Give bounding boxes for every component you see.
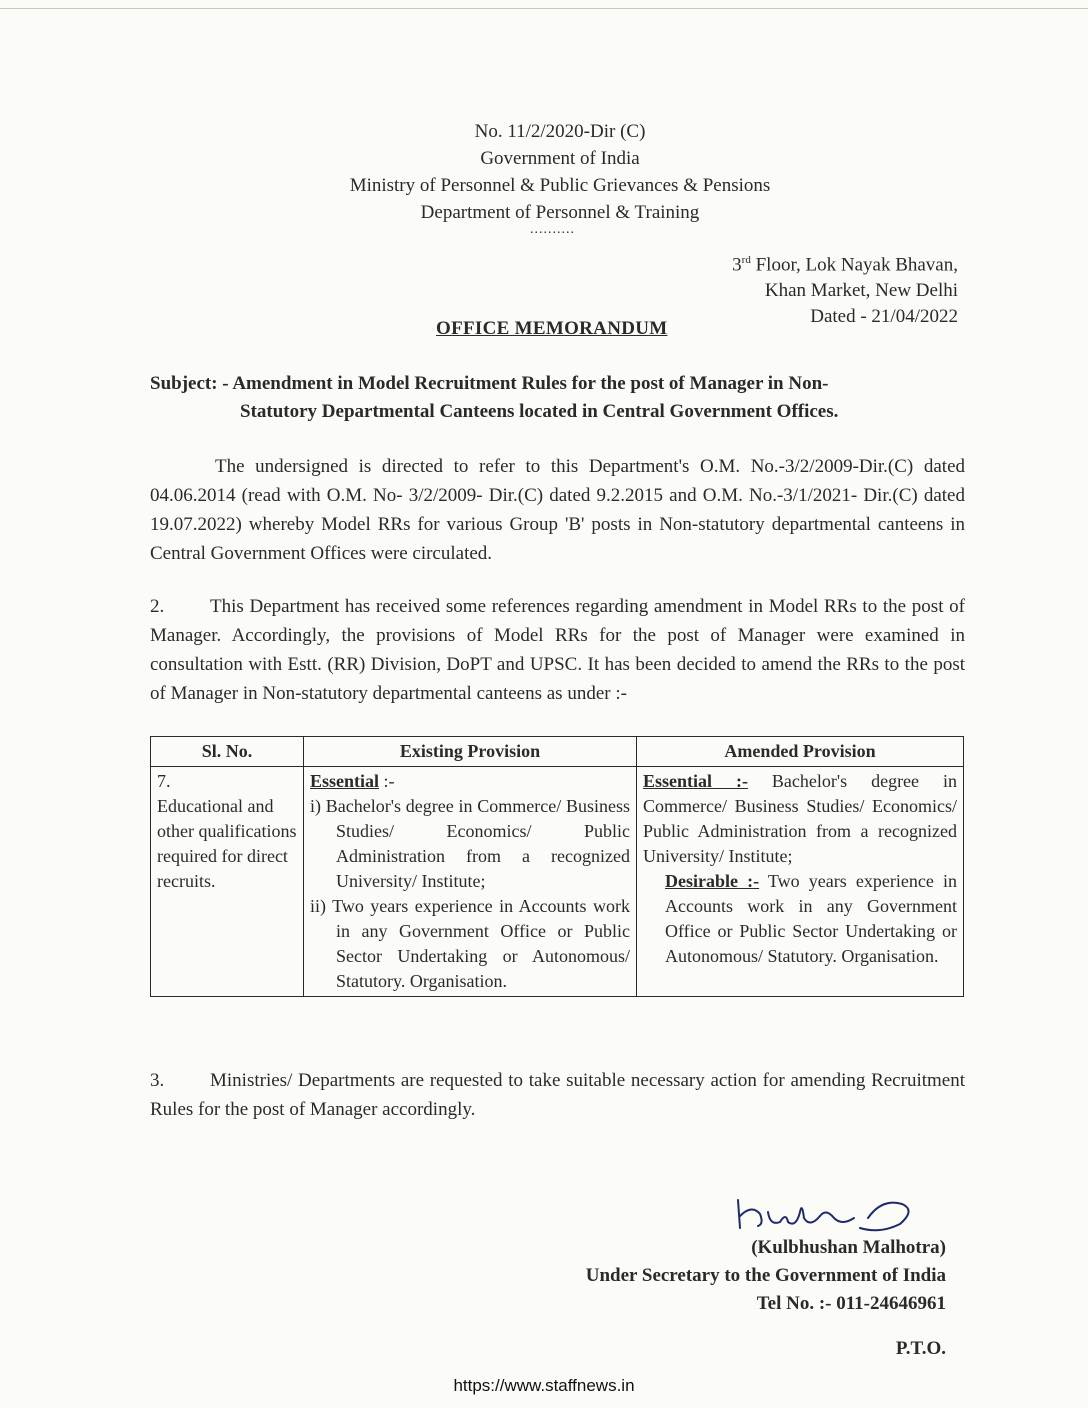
amendment-table xyxy=(150,736,964,997)
item-2-marker: ii) xyxy=(310,896,326,916)
file-number: No. 11/2/2020-Dir (C) xyxy=(474,121,646,142)
existing-heading-suffix: :- xyxy=(379,771,395,791)
item-2-text: Two years experience in Accounts work in any Government Office or Public Sector Undertaking or Autonomous/ Statutory. Organisation. xyxy=(332,896,630,991)
amended-essential-text: Bachelor's degree in Commerce/ Business Studies/ Economics/ Public Administration from a recognized University/ Institute; xyxy=(643,771,957,866)
floor-number: 3 xyxy=(732,254,742,276)
paragraph-2 xyxy=(150,592,965,708)
subject-line-1: Subject: - Amendment in Model Recruitment Rules for the post of Manager in Non- xyxy=(150,373,829,394)
paragraph-1: The undersigned is directed to refer to this Department's O.M. No.-3/2/2009-Dir.(C) dated 04.06.2014 (read with O.M. No- 3/2/2009- Dir.(C) dated 9.2.2015 and O.M. No.-3/1/2021- Dir.(C) dated 19.07.2022) whereby Model RRs for various Group 'B' posts in Non-statutory departmental canteens in Central Government Offices were circulated. xyxy=(150,456,965,564)
ministry-name: Ministry of Personnel & Public Grievances & Pensions xyxy=(349,175,771,196)
separator-dots: .......... xyxy=(530,222,575,237)
amended-essential-label: Essential :- xyxy=(643,771,748,791)
department-name: Department of Personnel & Training xyxy=(420,202,700,223)
signatory-block xyxy=(586,1234,946,1318)
footer-url[interactable]: https://www.staffnews.in xyxy=(453,1376,635,1395)
amended-desirable-label: Desirable :- xyxy=(665,871,760,891)
paragraph-3 xyxy=(150,1066,965,1124)
table-header-row xyxy=(151,737,964,767)
cell-sl-no xyxy=(151,767,304,997)
cell-existing xyxy=(304,767,637,997)
dated-line: Dated - 21/04/2022 xyxy=(810,306,958,328)
paragraph-3-text: Ministries/ Departments are requested to take suitable necessary action for amending Recruitment Rules for the post of Manager accordingly. xyxy=(150,1070,965,1120)
subject-line-2: Statutory Departmental Canteens located in Central Government Offices. xyxy=(240,401,839,422)
list-item xyxy=(310,894,630,994)
list-item xyxy=(310,794,630,894)
header-amended: Amended Provision xyxy=(637,737,964,767)
existing-essential-label: Essential xyxy=(310,771,380,791)
item-1-text: Bachelor's degree in Commerce/ Business Studies/ Economics/ Public Administration from a recognized University/ Institute; xyxy=(325,796,630,891)
amended-desirable-text: Two years experience in Accounts work in any Government Office or Public Sector Undertaking or Autonomous/ Statutory. Organisation. xyxy=(665,871,957,966)
pto-mark: P.T.O. xyxy=(895,1338,946,1359)
header-sl-no: Sl. No. xyxy=(151,737,304,767)
amended-desirable xyxy=(643,869,957,969)
paragraph-2-number: 2. xyxy=(150,596,165,617)
government-name: Government of India xyxy=(480,148,640,169)
floor-rest: Floor, Lok Nayak Bhavan, xyxy=(750,254,958,276)
existing-heading xyxy=(310,769,630,794)
signatory-tel: Tel No. :- 011-24646961 xyxy=(756,1293,946,1314)
paragraph-2-text: This Department has received some references regarding amendment in Model RRs to the post of Manager. Accordingly, the provisions of Model RRs for the post of Manager were examined in consultation with Estt. (RR) Division, DoPT and UPSC. It has been decided to amend the RRs to the post of Manager in Non-statutory departmental canteens as under :- xyxy=(150,596,965,704)
paragraph-3-number: 3. xyxy=(150,1070,165,1091)
signatory-name: (Kulbhushan Malhotra) xyxy=(751,1237,946,1258)
cell-amended xyxy=(637,767,964,997)
letterhead xyxy=(200,118,920,226)
subject xyxy=(150,370,970,426)
scan-edge-line xyxy=(0,8,1088,9)
header-existing: Existing Provision xyxy=(304,737,637,767)
sl-number: 7. xyxy=(157,771,171,791)
item-1-marker: i) xyxy=(310,796,321,816)
address-line-2: Khan Market, New Delhi xyxy=(764,280,958,302)
table-row xyxy=(151,767,964,997)
memo-title: OFFICE MEMORANDUM xyxy=(436,318,668,339)
amended-essential xyxy=(643,769,957,869)
floor-suffix: rd xyxy=(741,254,751,266)
existing-list xyxy=(310,794,630,994)
signatory-designation: Under Secretary to the Government of India xyxy=(585,1265,946,1286)
qualification-description: Educational and other qualifications required for direct recruits. xyxy=(157,796,297,891)
office-address xyxy=(658,247,958,330)
address-line-1 xyxy=(658,247,958,278)
